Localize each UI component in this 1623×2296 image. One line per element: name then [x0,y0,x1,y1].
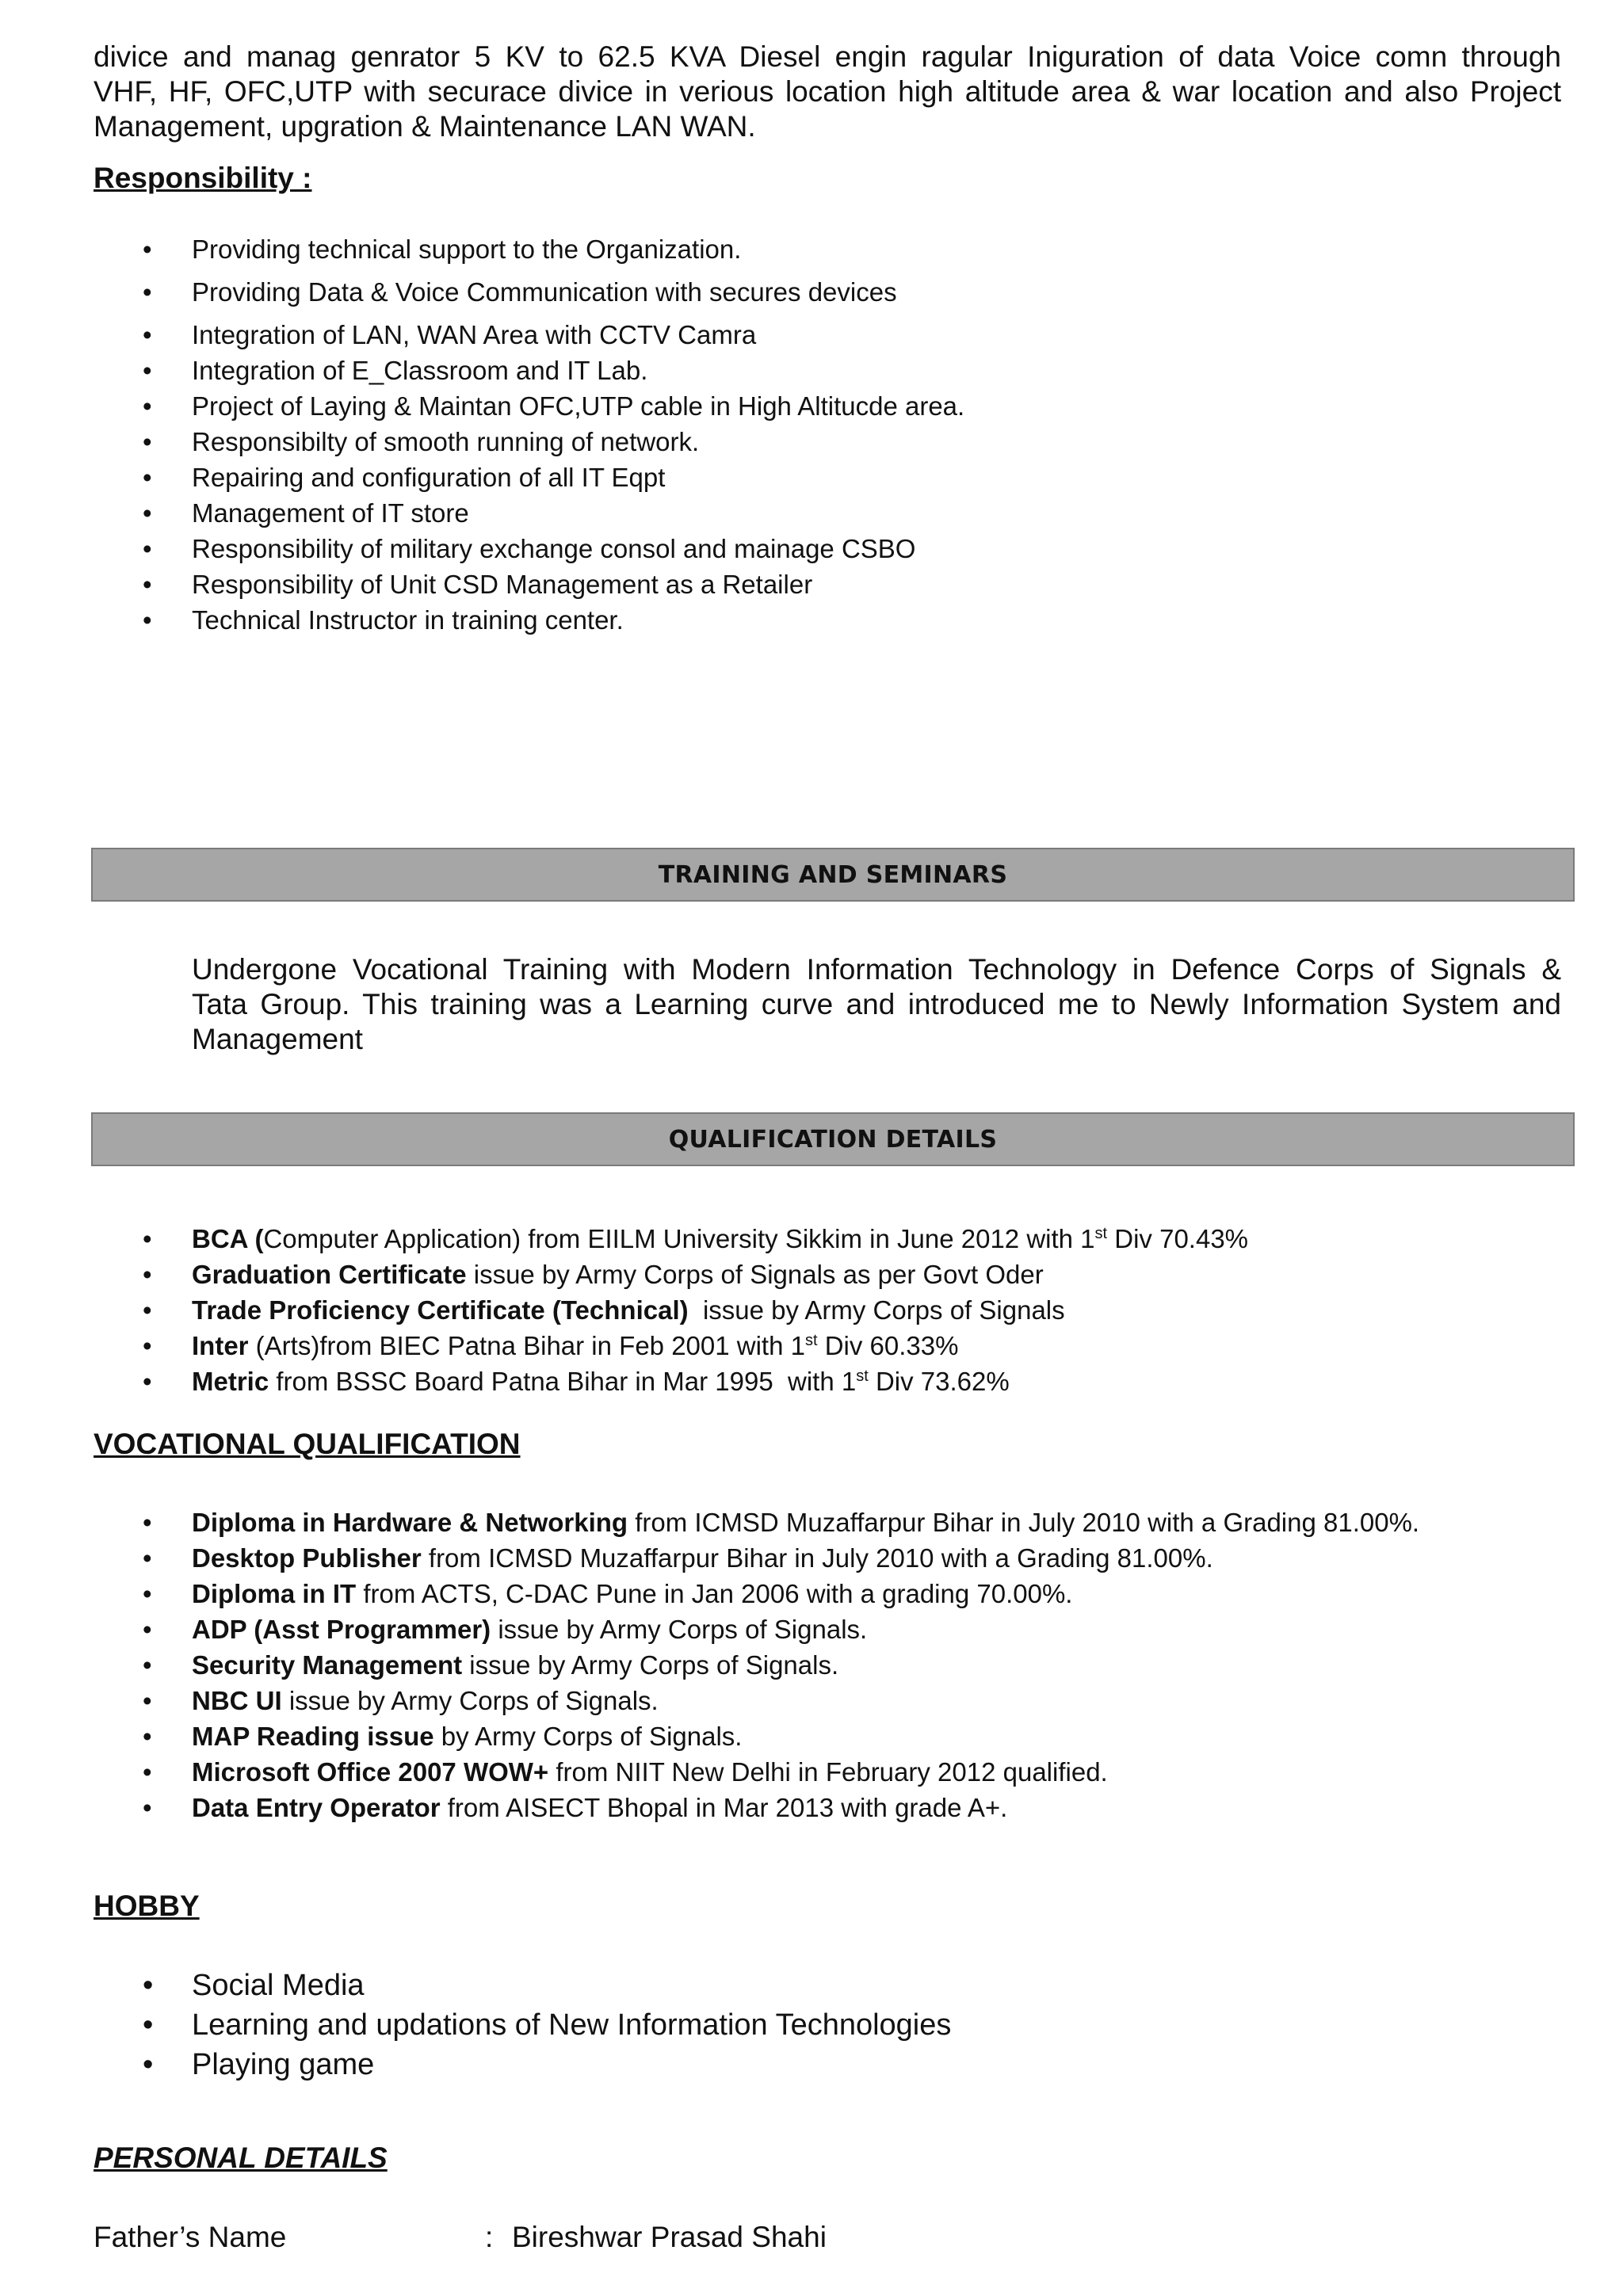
qualification-section-band [91,1112,1575,1166]
item-text: issue by Army Corps of Signals. [491,1615,868,1644]
item-bold: Diploma in IT [192,1579,357,1608]
field-separator: : [485,2221,494,2253]
qualification-heading: QUALIFICATION DETAILS [668,1125,998,1154]
item-bold: Inter [192,1331,249,1360]
item-text: from ACTS, C-DAC Pune in Jan 2006 with a grading 70.00%. [356,1579,1073,1608]
item-text: issue by Army Corps of Signals. [462,1650,839,1680]
item-text: from ICMSD Muzaffarpur Bihar in July 2010 with a Grading 81.00%. [421,1543,1213,1573]
item-text: Div 73.62% [868,1367,1010,1396]
list-item: • Responsibility of military exchange consol and mainage CSBO [94,531,964,566]
list-item: • Integration of LAN, WAN Area with CCTV Camra [94,317,964,353]
training-heading: TRAINING AND SEMINARS [658,860,1008,889]
training-paragraph [192,952,1561,1057]
intro-paragraph [94,40,1561,144]
training-section-band [91,848,1575,902]
list-item [94,1683,1419,1718]
personal-details-heading: PERSONAL DETAILS [94,2142,388,2174]
item-bold: Trade Proficiency Certificate (Technical) [192,1295,689,1325]
list-item [94,1328,1248,1363]
training-line: Undergone Vocational Training with Modern Information Technology in Defence Corps of Signals & [192,953,1561,986]
list-item: • Responsibility of Unit CSD Management as a Retailer [94,566,964,602]
hobby-heading: HOBBY [94,1890,200,1922]
responsibility-heading: Responsibility : [94,162,312,194]
list-item [94,1363,1248,1399]
item-sup: st [856,1367,869,1385]
list-item [94,1221,1248,1257]
training-line: Management [192,1023,363,1055]
item-text: Div 70.43% [1107,1224,1249,1253]
item-bold: MAP Reading issue [192,1722,434,1751]
list-item: • Providing technical support to the Organization. [94,231,964,274]
item-bold: ADP (Asst Programmer) [192,1615,491,1644]
list-item [94,1754,1419,1790]
item-text: from NIIT New Delhi in February 2012 qualified. [548,1757,1108,1787]
item-text: Computer Application) from EIILM University Sikkim in June 2012 with 1 [263,1224,1095,1253]
list-item [94,1718,1419,1754]
item-text: Div 60.33% [817,1331,959,1360]
list-item [94,1576,1419,1611]
item-bold: Graduation Certificate [192,1260,467,1289]
item-text: issue by Army Corps of Signals as per Govt Oder [466,1260,1044,1289]
training-line: Tata Group. This training was a Learning curve and introduced me to Newly Information System and [192,988,1561,1020]
item-bold: NBC UI [192,1686,282,1715]
item-text: (Arts)from BIEC Patna Bihar in Feb 2001 with 1 [248,1331,805,1360]
list-item [94,1790,1419,1825]
item-bold: Data Entry Operator [192,1793,441,1822]
list-item [94,1292,1248,1328]
responsibility-list [94,231,964,638]
item-sup: st [804,1332,818,1349]
item-bold: Diploma in Hardware & Networking [192,1508,628,1537]
list-item: • Providing Data & Voice Communication with secures devices [94,274,964,317]
list-item: • Responsibilty of smooth running of network. [94,424,964,460]
list-item [94,1540,1419,1576]
list-item [94,1647,1419,1683]
qualification-list [94,1221,1248,1399]
item-text: from ICMSD Muzaffarpur Bihar in July 2010 with a Grading 81.00%. [628,1508,1420,1537]
list-item [94,1257,1248,1292]
intro-line: divice and manag genrator 5 KV to 62.5 KVA Diesel engin ragular Iniguration of data Voice comn through [94,40,1561,73]
vocational-heading: VOCATIONAL QUALIFICATION [94,1428,521,1460]
list-item [94,1505,1419,1540]
item-text: from BSSC Board Patna Bihar in Mar 1995 with 1 [269,1367,857,1396]
list-item: • Project of Laying & Maintan OFC,UTP cable in High Altitucde area. [94,388,964,424]
item-bold: Desktop Publisher [192,1543,422,1573]
intro-line: Management, upgration & Maintenance LAN WAN. [94,110,756,143]
item-bold: BCA ( [192,1224,264,1253]
item-text: issue by Army Corps of Signals [688,1295,1065,1325]
item-text: by Army Corps of Signals. [433,1722,743,1751]
item-bold: Security Management [192,1650,463,1680]
list-item: • Repairing and configuration of all IT Eqpt [94,460,964,495]
intro-line: VHF, HF, OFC,UTP with securace divice in verious location high altitude area & war location and also Project [94,75,1561,108]
item-bold: Microsoft Office 2007 WOW+ [192,1757,549,1787]
vocational-list [94,1505,1419,1825]
list-item [94,1611,1419,1647]
list-item: • Management of IT store [94,495,964,531]
list-item: • Integration of E_Classroom and IT Lab. [94,353,964,388]
field-value: Bireshwar Prasad Shahi [512,2221,827,2253]
list-item: • Social Media [94,1966,951,2005]
field-label: Father’s Name [94,2221,287,2253]
hobby-list [94,1966,951,2084]
item-text: from AISECT Bhopal in Mar 2013 with grade A+. [440,1793,1008,1822]
list-item: • Technical Instructor in training center. [94,602,964,638]
list-item: • Playing game [94,2045,951,2084]
item-bold: Metric [192,1367,269,1396]
list-item: • Learning and updations of New Information Technologies [94,2005,951,2045]
item-sup: st [1094,1225,1108,1242]
item-text: issue by Army Corps of Signals. [281,1686,659,1715]
